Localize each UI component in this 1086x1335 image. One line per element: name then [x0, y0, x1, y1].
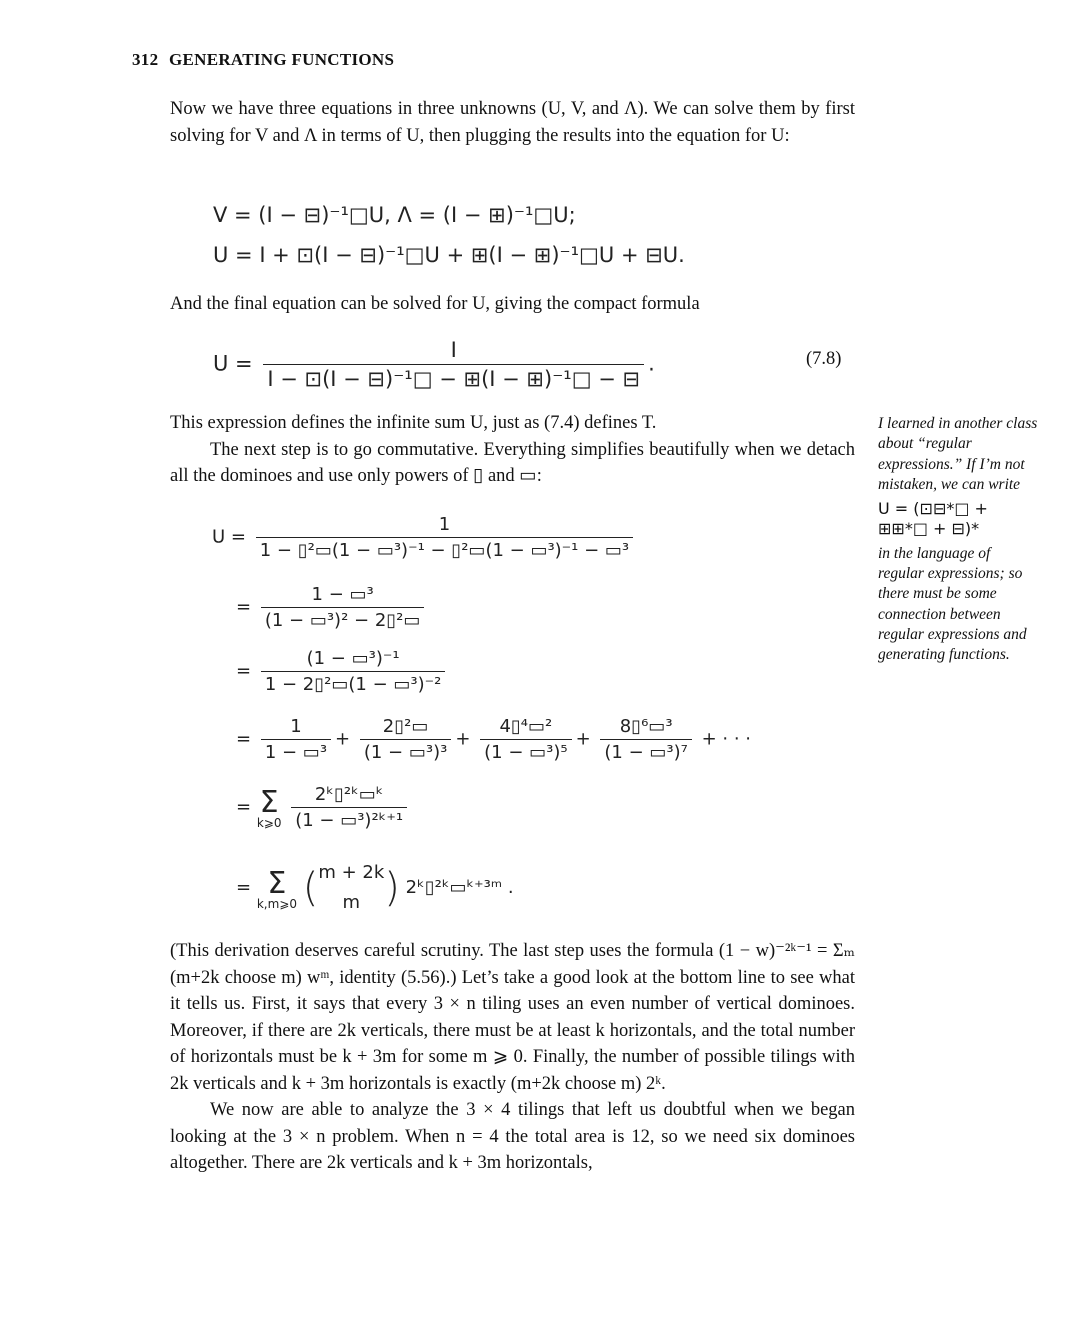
series-ellipsis: + · · ·	[701, 728, 752, 750]
series-term-1	[261, 716, 331, 763]
binomial-top: m + 2k	[318, 862, 385, 883]
derivation-fraction-1	[256, 514, 633, 561]
derivation-den-3: 1 − 2▯²▭(1 − ▭³)⁻²	[261, 671, 446, 695]
term-3-den: (1 − ▭³)⁵	[480, 739, 571, 763]
running-header	[132, 50, 394, 70]
derivation-num-1: 1	[438, 514, 451, 535]
paragraph-intro	[170, 96, 855, 149]
derivation-den-1: 1 − ▯²▭(1 − ▭³)⁻¹ − ▯²▭(1 − ▭³)⁻¹ − ▭³	[256, 537, 633, 561]
derivation-line-3: = $\frac{\text{(1 − ▭³)⁻¹}}{\text{1 − 2▯²▭(1 − ▭³)⁻²}}$	[236, 648, 449, 695]
binomial-rest: 2ᵏ▯²ᵏ▭ᵏ⁺³ᵐ .	[405, 877, 514, 898]
binomial	[318, 858, 384, 918]
paragraph-final-equation-text: And the final equation can be solved for U, giving the compact formula	[170, 294, 700, 314]
equation-number: (7.8)	[806, 349, 842, 369]
eq-numerator: I	[450, 338, 457, 362]
paragraph-scrutiny	[170, 938, 855, 1177]
sum-k-limit: k⩾0	[256, 816, 282, 830]
sum-km: Σ k,m⩾0	[256, 865, 297, 911]
paragraph-sum-text: This expression defines the infinite sum U, just as (7.4) defines T.	[170, 413, 657, 433]
derivation-fraction-2	[261, 584, 425, 631]
series-term-3	[480, 716, 571, 763]
derivation-line-2: = $\frac{\text{1 − ▭³}}{\text{(1 − ▭³)² − 2▯²▭}}$	[236, 584, 428, 631]
derivation-num-2: 1 − ▭³	[311, 584, 374, 605]
derivation-num-5: 2ᵏ▯²ᵏ▭ᵏ	[314, 784, 384, 805]
derivation-den-5: (1 − ▭³)²ᵏ⁺¹	[291, 807, 407, 831]
margin-note-formula: U = (⊡⊟*□ + ⊞⊞*□ + ⊟)*	[878, 499, 988, 539]
eq-tail: .	[648, 351, 655, 376]
chapter-title: GENERATING FUNCTIONS	[168, 50, 395, 69]
series-term-4	[600, 716, 691, 763]
derivation-fraction-5	[291, 784, 407, 831]
margin-note-text-2: in the language of regular expressions; so there must be some connection between regular expressions and generating functions.	[878, 544, 1027, 664]
derivation-lhs: U =	[212, 526, 246, 548]
derivation-den-2: (1 − ▭³)² − 2▯²▭	[261, 607, 425, 631]
term-2-den: (1 − ▭³)³	[360, 739, 451, 763]
derivation-num-3: (1 − ▭³)⁻¹	[306, 648, 400, 669]
derivation-fraction-3	[261, 648, 446, 695]
eq-fraction	[263, 338, 644, 391]
sum-km-limit: k,m⩾0	[256, 896, 297, 911]
paragraph-scrutiny-text: (This derivation deserves careful scrutiny. The last step uses the formula (1 − w)⁻²ᵏ⁻¹ = Σₘ (m+2k choose m) wᵐ, identity (5.56).) Let’s take a good look at the bottom line to see what it tells us. First, it says that every 3 × n tiling uses an even number of vertical dominoes. Moreover, if there are 2k verticals, there must be at least k horizontals, and the total number of horizontals must be k + 3m for some m ⩾ 0. Finally, the number of possible tilings with 2k verticals and k + 3m horizontals is exactly (m+2k choose m) 2ᵏ.	[170, 941, 855, 1094]
binomial-bottom: m	[342, 892, 361, 913]
equation-7-8	[213, 338, 655, 391]
term-3-num: 4▯⁴▭²	[499, 716, 553, 737]
paragraph-commutative-text: The next step is to go commutative. Everything simplifies beautifully when we detach all the dominoes and use only powers of ▯ and ▭:	[170, 439, 855, 486]
paragraph-commutative	[170, 410, 855, 490]
paragraph-analysis-text: We now are able to analyze the 3 × 4 tilings that left us doubtful when we began looking at the 3 × n problem. When n = 4 the total area is 12, so we need six dominoes altogether. There are 2k verticals and k + 3m horizontals,	[170, 1100, 855, 1173]
term-2-num: 2▯²▭	[382, 716, 429, 737]
equation-u-expansion: U = I + ⊡(I − ⊟)⁻¹□U + ⊞(I − ⊞)⁻¹□U + ⊟U.	[213, 243, 685, 267]
term-1-den: 1 − ▭³	[261, 739, 331, 763]
eq-denominator: I − ⊡(I − ⊟)⁻¹□ − ⊞(I − ⊞)⁻¹□ − ⊟	[263, 364, 644, 391]
eq-lhs: U =	[213, 351, 253, 376]
derivation-line-4: = $\frac{1}{\text{1 − ▭³}}$ + $\frac{\text{2▯²▭}}{\text{(1 − ▭³)³}}$ + $\frac{\text{4▯⁴▭²}}{\text{(1 − ▭³)⁵}}$ + $\frac{\text{8▯⁶▭³}}{\text{(1 − ▭³)⁷}}$ + · · ·	[236, 716, 752, 763]
term-1-num: 1	[290, 716, 302, 737]
sum-k: Σ k⩾0	[256, 785, 282, 830]
derivation-line-5: = Σ k⩾0 $\frac{\text{2ᵏ▯²ᵏ▭ᵏ}}{\text{(1 − ▭³)²ᵏ⁺¹}}$	[236, 784, 411, 831]
derivation-line-1	[212, 514, 637, 561]
term-4-den: (1 − ▭³)⁷	[600, 739, 691, 763]
term-4-num: 8▯⁶▭³	[619, 716, 673, 737]
paragraph-final-equation	[170, 291, 855, 318]
margin-note-text-1: I learned in another class about “regular expressions.” If I’m not mistaken, we can write	[878, 415, 1038, 493]
derivation-line-6: = Σ k,m⩾0 ( m + 2k m ) 2ᵏ▯²ᵏ▭ᵏ⁺³ᵐ .	[236, 858, 514, 918]
series-term-2	[360, 716, 451, 763]
equation-v-lambda: V = (I − ⊟)⁻¹□U, Λ = (I − ⊞)⁻¹□U;	[213, 203, 576, 227]
margin-note	[878, 414, 1038, 666]
page-number: 312	[132, 50, 159, 69]
paragraph-intro-text: Now we have three equations in three unknowns (U, V, and Λ). We can solve them by first solving for V and Λ in terms of U, then plugging the results into the equation for U:	[170, 99, 855, 146]
